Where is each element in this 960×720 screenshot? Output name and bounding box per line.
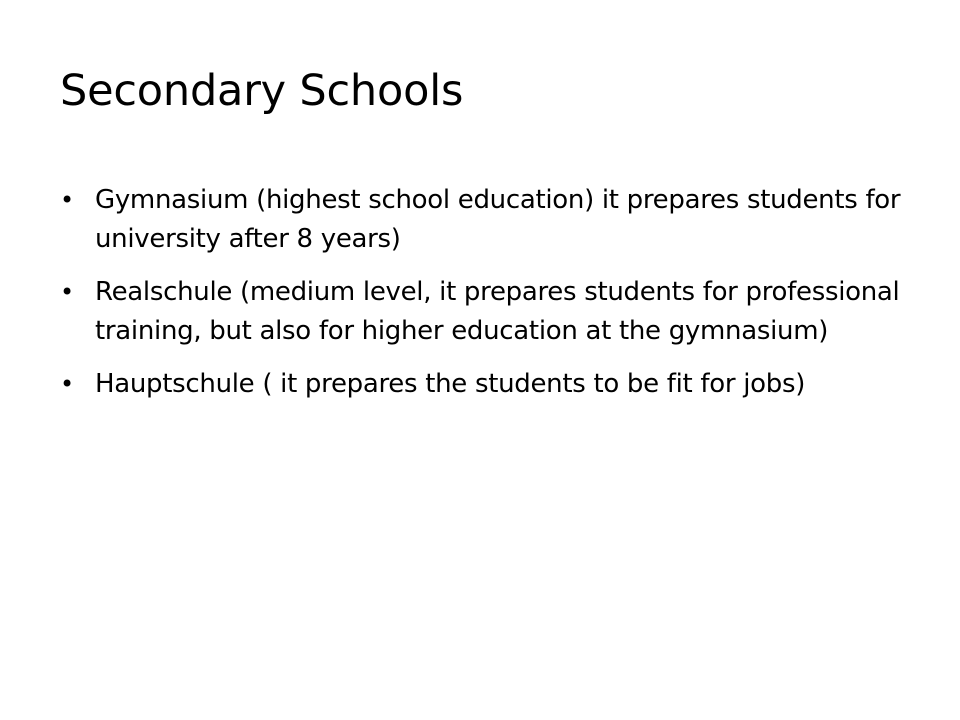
bullet-text: Hauptschule ( it prepares the students to be fit for jobs)	[95, 369, 806, 399]
bullet-marker: •	[60, 370, 74, 398]
bullet-marker: •	[60, 278, 74, 306]
bullet-item-realschule	[60, 273, 910, 351]
bullet-text: Gymnasium (highest school education) it prepares students for university after 8 years)	[95, 185, 901, 254]
bullet-item-gymnasium	[60, 181, 910, 259]
bullet-text: Realschule (medium level, it prepares students for professional training, but also for higher education at the gymnasium)	[95, 277, 900, 346]
bullet-marker: •	[60, 186, 74, 214]
slide-title: Secondary Schools	[60, 66, 464, 116]
bullet-item-hauptschule	[60, 365, 910, 404]
bullet-list	[60, 181, 910, 418]
